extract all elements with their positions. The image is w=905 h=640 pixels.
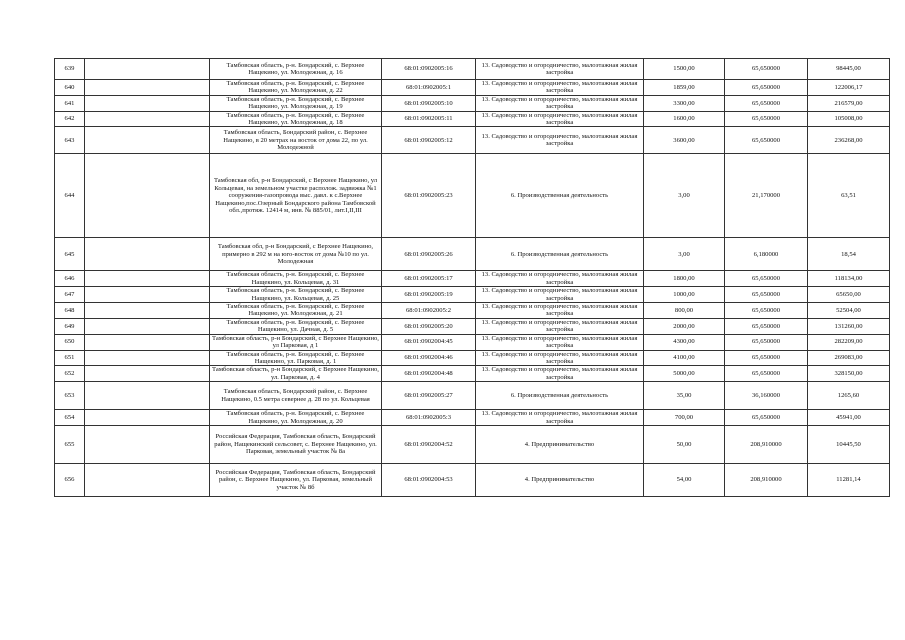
cadastral-number-cell: 68:01:0902005:26 — [382, 238, 476, 271]
blank-cell — [85, 463, 210, 496]
rate-cell: 65,650000 — [725, 127, 808, 154]
rate-cell: 6,180000 — [725, 238, 808, 271]
cadastral-value-cell: 65650,00 — [808, 287, 890, 303]
address-cell: Тамбовская область, р-н. Бондарский, с. Верхнее Нащекино, ул. Молодежная, д. 19 — [210, 95, 382, 111]
land-use-cell: 13. Садоводство и огородничество, малоэтажная жилая застройка — [476, 287, 644, 303]
address-cell: Тамбовская область, р-н. Бондарский, с. Верхнее Нащекино, ул. Молодежная, д. 16 — [210, 59, 382, 80]
rate-cell: 65,650000 — [725, 366, 808, 382]
table-row — [55, 350, 890, 366]
row-number: 653 — [55, 382, 85, 410]
blank-cell — [85, 271, 210, 287]
blank-cell — [85, 334, 210, 350]
row-number: 648 — [55, 303, 85, 319]
blank-cell — [85, 382, 210, 410]
area-cell: 700,00 — [644, 410, 725, 426]
rate-cell: 65,650000 — [725, 59, 808, 80]
cadastral-value-cell: 131260,00 — [808, 318, 890, 334]
row-number: 655 — [55, 425, 85, 463]
land-use-cell: 13. Садоводство и огородничество, малоэтажная жилая застройка — [476, 410, 644, 426]
area-cell: 1800,00 — [644, 271, 725, 287]
rate-cell: 65,650000 — [725, 350, 808, 366]
land-use-cell: 6. Производственная деятельность — [476, 154, 644, 238]
land-use-cell: 6. Производственная деятельность — [476, 238, 644, 271]
cadastral-value-cell: 105008,00 — [808, 111, 890, 127]
row-number: 639 — [55, 59, 85, 80]
land-use-cell: 13. Садоводство и огородничество, малоэтажная жилая застройка — [476, 95, 644, 111]
address-cell: Тамбовская область, р-н. Бондарский, с. Верхнее Нащекино, ул. Дачная, д. 5 — [210, 318, 382, 334]
area-cell: 2000,00 — [644, 318, 725, 334]
blank-cell — [85, 127, 210, 154]
table-row — [55, 154, 890, 238]
blank-cell — [85, 238, 210, 271]
blank-cell — [85, 303, 210, 319]
row-number: 647 — [55, 287, 85, 303]
cadastral-value-cell: 118134,00 — [808, 271, 890, 287]
rate-cell: 208,910000 — [725, 463, 808, 496]
row-number: 643 — [55, 127, 85, 154]
cadastral-number-cell: 68:01:0902005:12 — [382, 127, 476, 154]
address-cell: Тамбовская обл, р-н Бондарский, с Верхнее Нащекино, ул Кольцевая, на земельном участке располож. задвижка №1 сооружения-газопровода выс. давл. к с.Верхнее Нащекино,пос.Озерный Бондарского района Тамбовской обл.,протяж. 12414 м, инв. № 885/01, лит.I,II,III — [210, 154, 382, 238]
cadastral-value-cell: 328150,00 — [808, 366, 890, 382]
cadastral-number-cell: 68:01:0902005:20 — [382, 318, 476, 334]
blank-cell — [85, 80, 210, 96]
cadastral-value-cell: 1265,60 — [808, 382, 890, 410]
blank-cell — [85, 425, 210, 463]
table-row — [55, 111, 890, 127]
cadastral-number-cell: 68:01:0902004:48 — [382, 366, 476, 382]
area-cell: 4300,00 — [644, 334, 725, 350]
table-row — [55, 59, 890, 80]
table-row — [55, 382, 890, 410]
area-cell: 50,00 — [644, 425, 725, 463]
blank-cell — [85, 410, 210, 426]
table-row — [55, 303, 890, 319]
cadastral-number-cell: 68:01:0902005:23 — [382, 154, 476, 238]
address-cell: Тамбовская область, Бондарский район, с. Верхнее Нащекино, в 20 метрах на восток от дома 22, по ул. Молодежной — [210, 127, 382, 154]
address-cell: Тамбовская область, р-н. Бондарский, с. Верхнее Нащекино, ул. Кольцевая, д. 25 — [210, 287, 382, 303]
address-cell: Тамбовская область, р-н Бондарский, с Верхнее Нащекино, ул. Парковая, д. 4 — [210, 366, 382, 382]
rate-cell: 208,910000 — [725, 425, 808, 463]
blank-cell — [85, 350, 210, 366]
area-cell: 3600,00 — [644, 127, 725, 154]
cadastral-number-cell: 68:01:0902005:3 — [382, 410, 476, 426]
blank-cell — [85, 111, 210, 127]
table-row — [55, 425, 890, 463]
address-cell: Тамбовская область, р-н. Бондарский, с. Верхнее Нащекино, ул. Молодежная, д. 22 — [210, 80, 382, 96]
table-row — [55, 95, 890, 111]
row-number: 654 — [55, 410, 85, 426]
cadastral-value-cell: 98445,00 — [808, 59, 890, 80]
cadastral-value-cell: 216579,00 — [808, 95, 890, 111]
address-cell: Тамбовская область, Бондарский район, с. Верхнее Нащекино, 0.5 метра севернее д. 28 по ул. Кольцевая — [210, 382, 382, 410]
cadastral-number-cell: 68:01:0902005:10 — [382, 95, 476, 111]
address-cell: Российская Федерация, Тамбовская область, Бондарский район, с. Верхнее Нащекино, ул. Парковая, земельный участок № 8б — [210, 463, 382, 496]
cadastral-value-cell: 63,51 — [808, 154, 890, 238]
area-cell: 5000,00 — [644, 366, 725, 382]
rate-cell: 65,650000 — [725, 80, 808, 96]
land-use-cell: 13. Садоводство и огородничество, малоэтажная жилая застройка — [476, 80, 644, 96]
land-use-cell: 13. Садоводство и огородничество, малоэтажная жилая застройка — [476, 366, 644, 382]
cadastral-number-cell: 68:01:0902005:17 — [382, 271, 476, 287]
address-cell: Тамбовская область, р-н. Бондарский, с. Верхнее Нащекино, ул. Молодежная, д. 21 — [210, 303, 382, 319]
cadastral-number-cell: 68:01:0902004:53 — [382, 463, 476, 496]
table-row — [55, 238, 890, 271]
row-number: 651 — [55, 350, 85, 366]
cadastral-number-cell: 68:01:0902004:45 — [382, 334, 476, 350]
address-cell: Тамбовская область, р-н Бондарский, с Верхнее Нащекино, ул Парковая, д 1 — [210, 334, 382, 350]
table-row — [55, 80, 890, 96]
land-use-cell: 13. Садоводство и огородничество, малоэтажная жилая застройка — [476, 271, 644, 287]
cadastral-number-cell: 68:01:0902005:16 — [382, 59, 476, 80]
table-row — [55, 410, 890, 426]
area-cell: 1500,00 — [644, 59, 725, 80]
land-use-cell: 4. Предпринимательство — [476, 425, 644, 463]
address-cell: Российская Федерация, Тамбовская область, Бондарский район, Нащекинский сельсовет, с. Верхнее Нащекино, ул. Парковая, земельный участок № 8а — [210, 425, 382, 463]
land-use-cell: 13. Садоводство и огородничество, малоэтажная жилая застройка — [476, 318, 644, 334]
row-number: 656 — [55, 463, 85, 496]
cadastral-number-cell: 68:01:0902005:11 — [382, 111, 476, 127]
row-number: 652 — [55, 366, 85, 382]
cadastral-value-cell: 236268,00 — [808, 127, 890, 154]
table-row — [55, 463, 890, 496]
rate-cell: 65,650000 — [725, 287, 808, 303]
rate-cell: 65,650000 — [725, 271, 808, 287]
table-body — [55, 59, 890, 497]
area-cell: 4100,00 — [644, 350, 725, 366]
area-cell: 3,00 — [644, 154, 725, 238]
row-number: 640 — [55, 80, 85, 96]
row-number: 642 — [55, 111, 85, 127]
land-register-table — [54, 58, 890, 497]
area-cell: 35,00 — [644, 382, 725, 410]
blank-cell — [85, 366, 210, 382]
cadastral-value-cell: 282209,00 — [808, 334, 890, 350]
rate-cell: 21,170000 — [725, 154, 808, 238]
land-use-cell: 4. Предпринимательство — [476, 463, 644, 496]
blank-cell — [85, 95, 210, 111]
area-cell: 1000,00 — [644, 287, 725, 303]
rate-cell: 65,650000 — [725, 410, 808, 426]
address-cell: Тамбовская область, р-н. Бондарский, с. Верхнее Нащекино, ул. Молодежная, д. 20 — [210, 410, 382, 426]
land-use-cell: 13. Садоводство и огородничество, малоэтажная жилая застройка — [476, 350, 644, 366]
rate-cell: 65,650000 — [725, 318, 808, 334]
area-cell: 800,00 — [644, 303, 725, 319]
cadastral-value-cell: 45941,00 — [808, 410, 890, 426]
address-cell: Тамбовская область, р-н. Бондарский, с. Верхнее Нащекино, ул. Кольцевая, д. 31 — [210, 271, 382, 287]
area-cell: 54,00 — [644, 463, 725, 496]
land-use-cell: 13. Садоводство и огородничество, малоэтажная жилая застройка — [476, 334, 644, 350]
cadastral-number-cell: 68:01:0902005:19 — [382, 287, 476, 303]
address-cell: Тамбовская обл, р-н Бондарский, с Верхнее Нащекино, примерно в 292 м на юго-восток от дома №10 по ул. Молодежная — [210, 238, 382, 271]
cadastral-value-cell: 10445,50 — [808, 425, 890, 463]
area-cell: 3,00 — [644, 238, 725, 271]
area-cell: 1859,00 — [644, 80, 725, 96]
land-use-cell: 13. Садоводство и огородничество, малоэтажная жилая застройка — [476, 303, 644, 319]
land-use-cell: 6. Производственная деятельность — [476, 382, 644, 410]
rate-cell: 65,650000 — [725, 334, 808, 350]
address-cell: Тамбовская область, р-н. Бондарский, с. Верхнее Нащекино, ул. Парковая, д. 1 — [210, 350, 382, 366]
row-number: 649 — [55, 318, 85, 334]
blank-cell — [85, 287, 210, 303]
rate-cell: 65,650000 — [725, 303, 808, 319]
land-use-cell: 13. Садоводство и огородничество, малоэтажная жилая застройка — [476, 127, 644, 154]
rate-cell: 36,160000 — [725, 382, 808, 410]
cadastral-value-cell: 11281,14 — [808, 463, 890, 496]
address-cell: Тамбовская область, р-н. Бондарский, с. Верхнее Нащекино, ул. Молодежная, д. 18 — [210, 111, 382, 127]
row-number: 644 — [55, 154, 85, 238]
blank-cell — [85, 318, 210, 334]
table-row — [55, 334, 890, 350]
area-cell: 1600,00 — [644, 111, 725, 127]
land-use-cell: 13. Садоводство и огородничество, малоэтажная жилая застройка — [476, 111, 644, 127]
table-row — [55, 318, 890, 334]
blank-cell — [85, 59, 210, 80]
row-number: 641 — [55, 95, 85, 111]
cadastral-number-cell: 68:01:0902004:46 — [382, 350, 476, 366]
rate-cell: 65,650000 — [725, 111, 808, 127]
table-row — [55, 366, 890, 382]
row-number: 645 — [55, 238, 85, 271]
row-number: 650 — [55, 334, 85, 350]
table-row — [55, 287, 890, 303]
rate-cell: 65,650000 — [725, 95, 808, 111]
cadastral-number-cell: 68:01:0902005:27 — [382, 382, 476, 410]
cadastral-value-cell: 122006,17 — [808, 80, 890, 96]
row-number: 646 — [55, 271, 85, 287]
cadastral-value-cell: 18,54 — [808, 238, 890, 271]
table-row — [55, 127, 890, 154]
blank-cell — [85, 154, 210, 238]
land-use-cell: 13. Садоводство и огородничество, малоэтажная жилая застройка — [476, 59, 644, 80]
cadastral-number-cell: 68:01:0902004:52 — [382, 425, 476, 463]
area-cell: 3300,00 — [644, 95, 725, 111]
cadastral-value-cell: 52504,00 — [808, 303, 890, 319]
cadastral-number-cell: 68:01:0902005:1 — [382, 80, 476, 96]
table-row — [55, 271, 890, 287]
cadastral-number-cell: 68:01:0902005:2 — [382, 303, 476, 319]
cadastral-value-cell: 269083,00 — [808, 350, 890, 366]
